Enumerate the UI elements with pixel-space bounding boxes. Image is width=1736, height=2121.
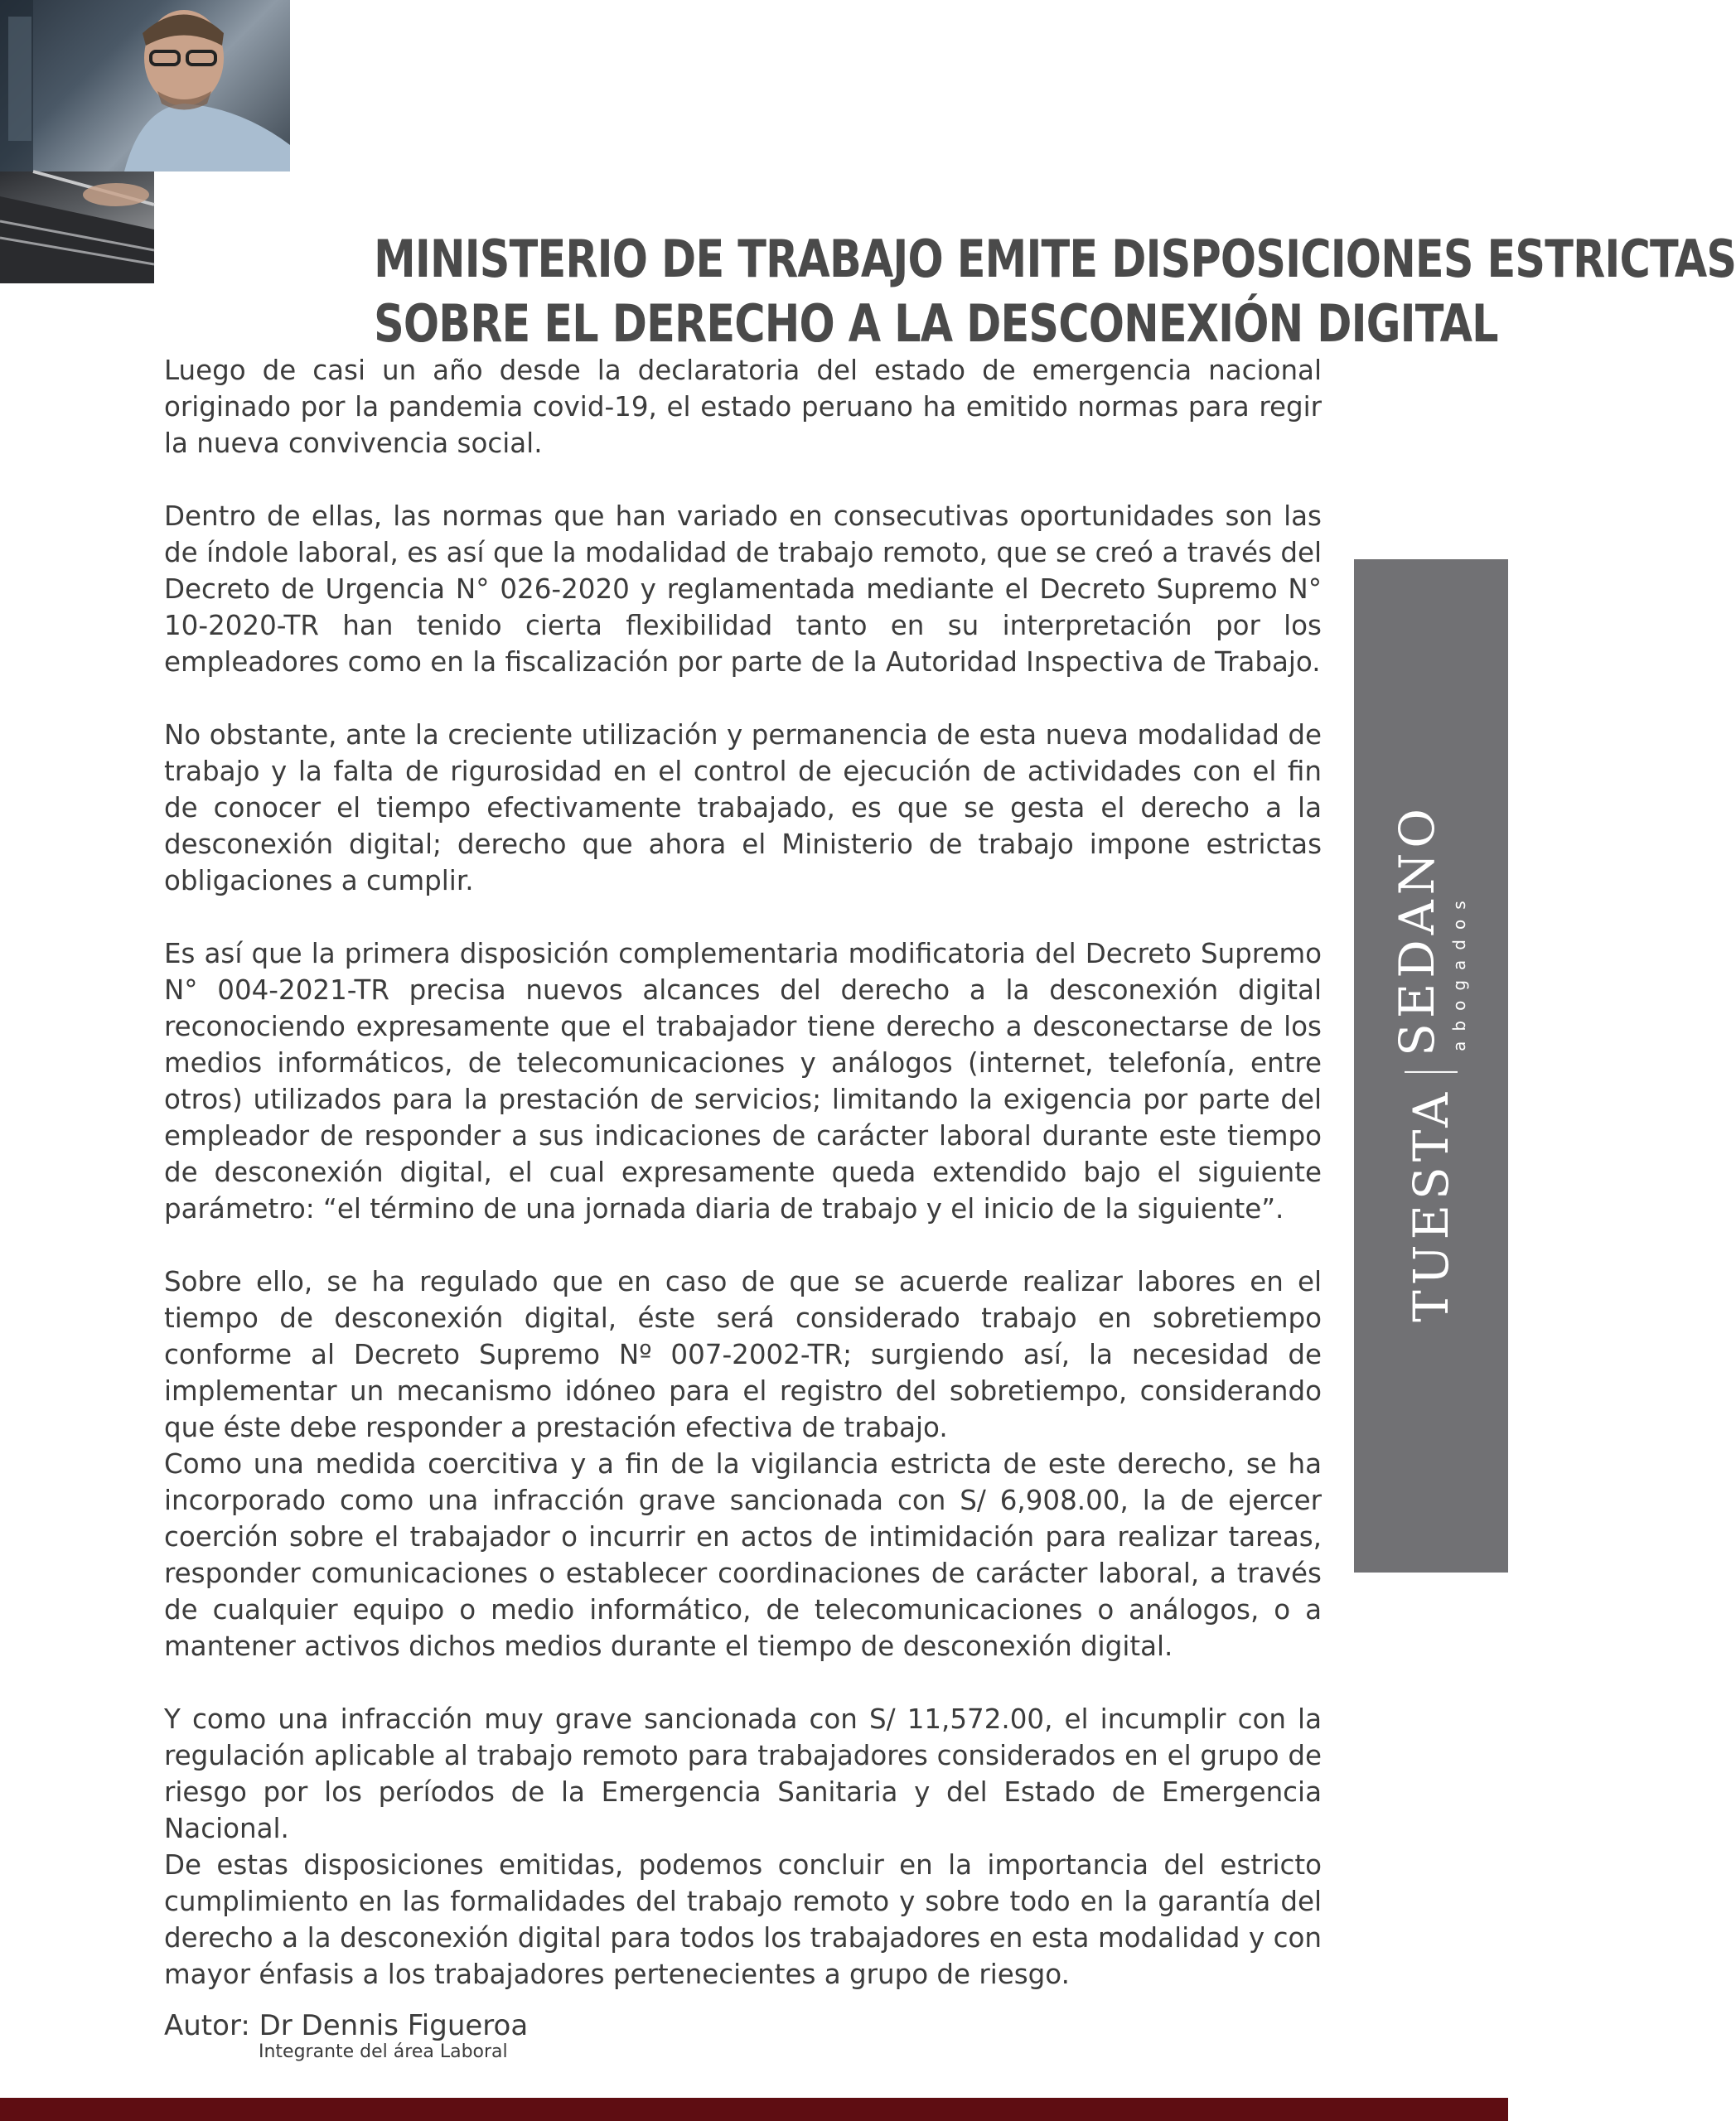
brand-right-group (1389, 804, 1469, 1056)
paragraph-1: Luego de casi un año desde la declaratoria del estado de emergencia nacional originado por la pandemia covid-19, el estado peruano ha emitido normas para regir la nueva convivencia social. (164, 355, 1322, 459)
paragraph-4: Es así que la primera disposición complementaria modificatoria del Decreto Supremo N° 004-2021-TR precisa nuevos alcances del derecho a la desconexión digital reconociendo expresamente que el trabajador tiene derecho a desconectarse de los medios informáticos, de telecomunicaciones y análogos (internet, telefonía, entre otros) utilizados para la prestación de servicios; limitando la exigencia por parte del empleador de responder a sus indicaciones de carácter laboral durante este tiempo de desconexión digital, el cual expresamente queda extendido bajo el siguiente parámetro: “el término de una jornada diaria de trabajo y el inicio de la siguiente”. (164, 938, 1322, 1225)
photo-illustration (0, 0, 290, 172)
brand-name-right: SEDANO (1389, 804, 1445, 1056)
brand-tagline: abogados (1449, 891, 1469, 1051)
keyboard-illustration (0, 172, 154, 283)
author-role: Integrante del área Laboral (259, 2041, 508, 2062)
header-photo (0, 0, 290, 283)
paragraph-5: Sobre ello, se ha regulado que en caso de que se acuerde realizar labores en el tiempo de desconexión digital, éste será considerado trabajo en sobretiempo conforme al Decreto Supremo Nº 007-2002-TR; surgiendo así, la necesidad de implementar un mecanismo idóneo para el registro del sobretiempo, considerando que éste debe responder a prestación efectiva de trabajo. (164, 1266, 1322, 1443)
title-line-1: MINISTERIO DE TRABAJO EMITE DISPOSICIONES ESTRICTAS (374, 228, 1736, 289)
author-line: Autor: Dr Dennis Figueroa (164, 2009, 529, 2042)
page-title (374, 227, 1736, 356)
photo-man-at-computer (0, 0, 290, 172)
brand-name-left: TUESTA (1403, 1087, 1459, 1322)
paragraph-6: Como una medida coercitiva y a fin de la vigilancia estricta de este derecho, se ha incorporado como una infracción grave sancionada con S/ 6,908.00, la de ejercer coerción sobre el trabajador o incurrir en actos de intimidación para realizar tareas, responder comunicaciones o establecer coordinaciones de carácter laboral, a través de cualquier equipo o medio informático, de telecomunicaciones o análogos, o a mantener activos dichos medios durante el tiempo de desconexión digital. (164, 1448, 1322, 1662)
brand-separator (1405, 1071, 1458, 1073)
paragraph-8: De estas disposiciones emitidas, podemos concluir en la importancia del estricto cumplimiento en las formalidades del trabajo remoto y sobre todo en la garantía del derecho a la desconexión digital para todos los trabajadores en esta modalidad y con mayor énfasis a los trabajadores pertenecientes a grupo de riesgo. (164, 1849, 1322, 1990)
paragraph-2: Dentro de ellas, las normas que han variado en consecutivas oportunidades son las de índole laboral, es así que la modalidad de trabajo remoto, que se creó a través del Decreto de Urgencia N° 026-2020 y reglamentada mediante el Decreto Supremo N° 10-2020-TR han tenido cierta flexibilidad tanto en su interpretación por los empleadores como en la fiscalización por parte de la Autoridad Inspectiva de Trabajo. (164, 500, 1322, 678)
footer-bar (0, 2098, 1508, 2121)
photo-keyboard (0, 172, 154, 283)
article-body (164, 352, 1322, 1993)
brand-logo-text (1389, 804, 1469, 1322)
paragraph-7: Y como una infracción muy grave sancionada con S/ 11,572.00, el incumplir con la regulación aplicable al trabajo remoto para trabajadores considerados en el grupo de riesgo por los períodos de la Emergencia Sanitaria y del Estado de Emergencia Nacional. (164, 1703, 1322, 1844)
paragraph-3: No obstante, ante la creciente utilización y permanencia de esta nueva modalidad de trabajo y la falta de rigurosidad en el control de ejecución de actividades con el fin de conocer el tiempo efectivamente trabajado, es que se gesta el derecho a la desconexión digital; derecho que ahora el Ministerio de trabajo impone estrictas obligaciones a cumplir. (164, 719, 1322, 896)
title-line-2: SOBRE EL DERECHO A LA DESCONEXIÓN DIGITAL (374, 292, 1498, 354)
